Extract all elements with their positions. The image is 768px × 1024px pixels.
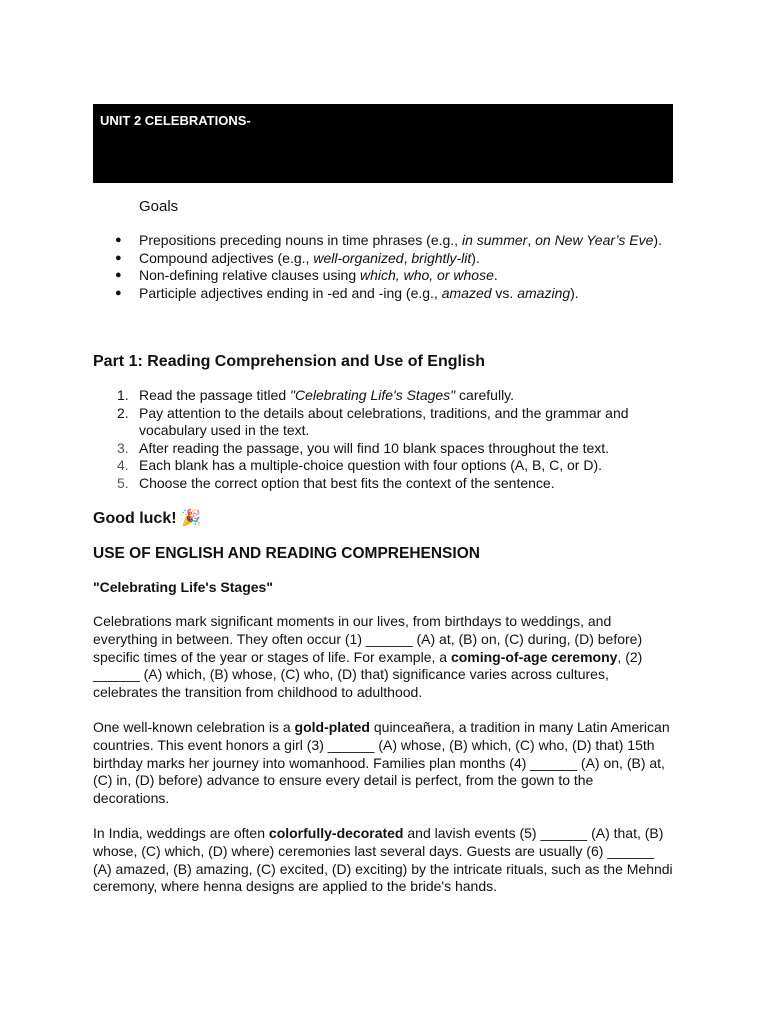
instruction-item: 3. After reading the passage, you will find 10 blank spaces throughout the text. [117,439,610,456]
instruction-item: 1. Read the passage titled "Celebrating Life's Stages" carefully. [117,387,515,403]
instruction-item: 2. Pay attention to the details about celebrations, traditions, and the grammar and vocabulary used in the text. [117,404,629,438]
instruction-item: 5. Choose the correct option that best fits the context of the sentence. [117,474,555,491]
part1-heading: Part 1: Reading Comprehension and Use of English [93,353,486,370]
unit-title: UNIT 2 CELEBRATIONS- [100,113,251,128]
passage-title: "Celebrating Life's Stages" [93,579,273,595]
goal-item: ● Compound adjectives (e.g., well-organized, brightly-lit). [139,250,673,268]
document-page [93,104,673,896]
passage-paragraph: In India, weddings are often colorfully-decorated and lavish events (5) ______ (A) that, (B) whose, (C) which, (D) where) ceremonies last several days. Guests are usually (6) ______ (A) amazed, (B) amazing, (C) excited, (D) exciting) by the intricate rituals, such as the Mehndi ceremony, where henna designs are applied to the bride's hands. [93,824,673,895]
unit-banner [93,104,673,183]
passage-paragraph: Celebrations mark significant moments in our lives, from birthdays to weddings, and everything in between. They often occur (1) ______ (A) at, (B) on, (C) during, (D) before) specific times of the year or stages of life. For example, a coming-of-age ceremony, (2) ______ (A) which, (B) whose, (C) who, (D) that) significance varies across cultures, celebrates the transition from childhood to adulthood. [93,613,643,701]
goal-item: ● Prepositions preceding nouns in time phrases (e.g., in summer, on New Year’s Eve). [139,232,673,250]
good-luck-text: Good luck! 🎉 [93,510,201,527]
goal-item: ● Non-defining relative clauses using which, who, or whose. [139,267,673,285]
passage-paragraph: One well-known celebration is a gold-plated quinceañera, a tradition in many Latin American countries. This event honors a girl (3) ______ (A) whose, (B) which, (C) who, (D) that) 15th birthday marks her journey into womanhood. Families plan months (4) ______ (A) on, (B) at, (C) in, (D) before) advance to ensure every detail is perfect, from the gown to the decorations. [93,718,670,807]
goal-item: ● Participle adjectives ending in -ed and -ing (e.g., amazed vs. amazing). [139,285,673,303]
instruction-item: 4. Each blank has a multiple-choice question with four options (A, B, C, or D). [117,457,602,473]
instructions-list [93,387,673,492]
section-heading: USE OF ENGLISH AND READING COMPREHENSION [93,545,480,562]
goals-heading: Goals [139,198,179,215]
goals-list [93,232,673,302]
